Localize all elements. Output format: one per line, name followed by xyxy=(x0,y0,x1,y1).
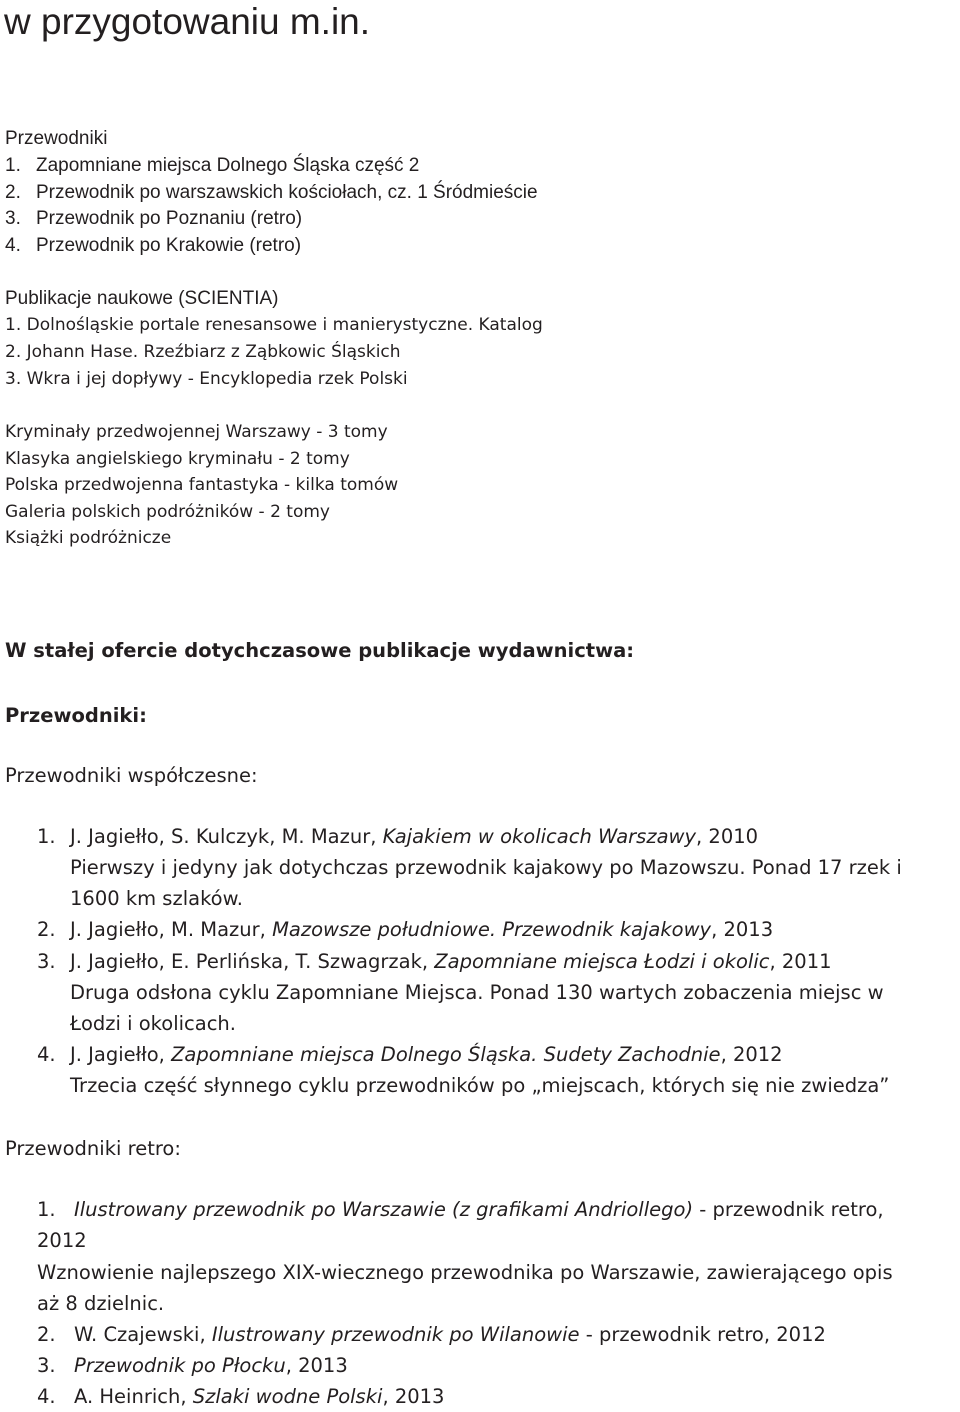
list-item xyxy=(37,1381,444,1412)
item-year: 2012 xyxy=(37,1229,87,1252)
item-description: Łodzi i okolicach. xyxy=(70,1012,236,1035)
list-item: 3. Wkra i jej dopływy - Encyklopedia rzek Polski xyxy=(5,369,408,389)
list-item xyxy=(37,914,773,945)
contemporary-title: Przewodniki współczesne: xyxy=(5,764,258,787)
guides-title: Przewodniki xyxy=(5,128,108,149)
item-title: Szlaki wodne Polski xyxy=(192,1385,383,1408)
item-year: , 2013 xyxy=(711,918,774,941)
item-description: Trzecia część słynnego cyklu przewodników po „miejscach, których się nie zwiedza” xyxy=(70,1074,890,1097)
item-description: Pierwszy i jedyny jak dotychczas przewodnik kajakowy po Mazowszu. Ponad 17 rzek i xyxy=(70,856,902,879)
item-year: , 2012 xyxy=(720,1043,783,1066)
retro-title: Przewodniki retro: xyxy=(5,1137,181,1160)
list-item xyxy=(37,1319,826,1350)
item-description: 1600 km szlaków. xyxy=(70,887,243,910)
item-title: Zapomniane miejsca Łodzi i okolic xyxy=(434,950,770,973)
item-title: Ilustrowany przewodnik po Wilanowie xyxy=(211,1323,580,1346)
page-title: w przygotowaniu m.in. xyxy=(4,1,371,42)
item-year: , 2010 xyxy=(696,825,759,848)
list-item xyxy=(5,152,419,179)
item-description: Druga odsłona cyklu Zapomniane Miejsca. Ponad 130 wartych zobaczenia miejsc w xyxy=(70,981,884,1004)
item-tail: - przewodnik retro, xyxy=(693,1198,884,1221)
list-number: 4. xyxy=(37,1385,56,1408)
item-authors: J. Jagiełło, xyxy=(70,1043,172,1066)
list-text: Zapomniane miejsca Dolnego Śląska część 2 xyxy=(36,155,420,176)
list-item: 1. Dolnośląskie portale renesansowe i manierystyczne. Katalog xyxy=(5,315,543,335)
list-text: Przewodnik po warszawskich kościołach, cz. 1 Śródmieście xyxy=(36,182,538,203)
item-description: Wznowienie najlepszego XIX-wiecznego przewodnika po Warszawie, zawierającego opis xyxy=(37,1261,893,1284)
list-number: 4. xyxy=(5,235,21,256)
list-number: 2. xyxy=(5,182,21,203)
scientia-title: Publikacje naukowe (SCIENTIA) xyxy=(5,288,279,309)
list-number: 3. xyxy=(37,950,56,973)
item-year: , 2011 xyxy=(769,950,832,973)
list-item xyxy=(5,232,301,259)
list-item xyxy=(37,1350,348,1381)
list-text: Przewodnik po Krakowie (retro) xyxy=(36,235,302,256)
series-item: Polska przedwojenna fantastyka - kilka tomów xyxy=(5,475,399,495)
list-number: 1. xyxy=(5,155,21,176)
item-year: , 2013 xyxy=(382,1385,445,1408)
item-tail: - przewodnik retro, 2012 xyxy=(579,1323,826,1346)
item-authors: J. Jagiełło, S. Kulczyk, M. Mazur, xyxy=(70,825,383,848)
item-title: Kajakiem w okolicach Warszawy xyxy=(382,825,697,848)
list-item xyxy=(37,1039,783,1070)
list-number: 4. xyxy=(37,1043,56,1066)
list-number: 1. xyxy=(37,1198,56,1221)
item-title: Zapomniane miejsca Dolnego Śląska. Sudety Zachodnie xyxy=(171,1043,721,1066)
item-description: aż 8 dzielnic. xyxy=(37,1292,165,1315)
item-title: Przewodnik po Płocku xyxy=(74,1354,286,1377)
list-text: Przewodnik po Poznaniu (retro) xyxy=(36,208,303,229)
list-number: 2. xyxy=(37,918,56,941)
list-number: 1. xyxy=(37,825,56,848)
list-item xyxy=(37,821,758,852)
item-title: Ilustrowany przewodnik po Warszawie (z grafikami Andriollego) xyxy=(74,1198,694,1221)
series-item: Klasyka angielskiego kryminału - 2 tomy xyxy=(5,449,350,469)
list-number: 2. xyxy=(37,1323,56,1346)
series-item: Książki podróżnicze xyxy=(5,528,172,548)
item-authors: J. Jagiełło, M. Mazur, xyxy=(70,918,273,941)
offer-heading: W stałej ofercie dotychczasowe publikacje wydawnictwa: xyxy=(5,639,635,662)
list-item xyxy=(5,179,538,206)
series-item: Galeria polskich podróżników - 2 tomy xyxy=(5,502,330,522)
item-year: , 2013 xyxy=(285,1354,348,1377)
list-item xyxy=(37,1194,884,1225)
item-authors: W. Czajewski, xyxy=(74,1323,212,1346)
item-authors: A. Heinrich, xyxy=(74,1385,193,1408)
list-item xyxy=(37,946,832,977)
item-title: Mazowsze południowe. Przewodnik kajakowy xyxy=(272,918,712,941)
list-number: 3. xyxy=(5,208,21,229)
list-item xyxy=(5,205,302,232)
guides-heading: Przewodniki: xyxy=(5,704,147,727)
list-number: 3. xyxy=(37,1354,56,1377)
list-item: 2. Johann Hase. Rzeźbiarz z Ząbkowic Śląskich xyxy=(5,342,401,362)
item-authors: J. Jagiełło, E. Perlińska, T. Szwagrzak, xyxy=(70,950,435,973)
series-item: Kryminały przedwojennej Warszawy - 3 tomy xyxy=(5,422,388,442)
